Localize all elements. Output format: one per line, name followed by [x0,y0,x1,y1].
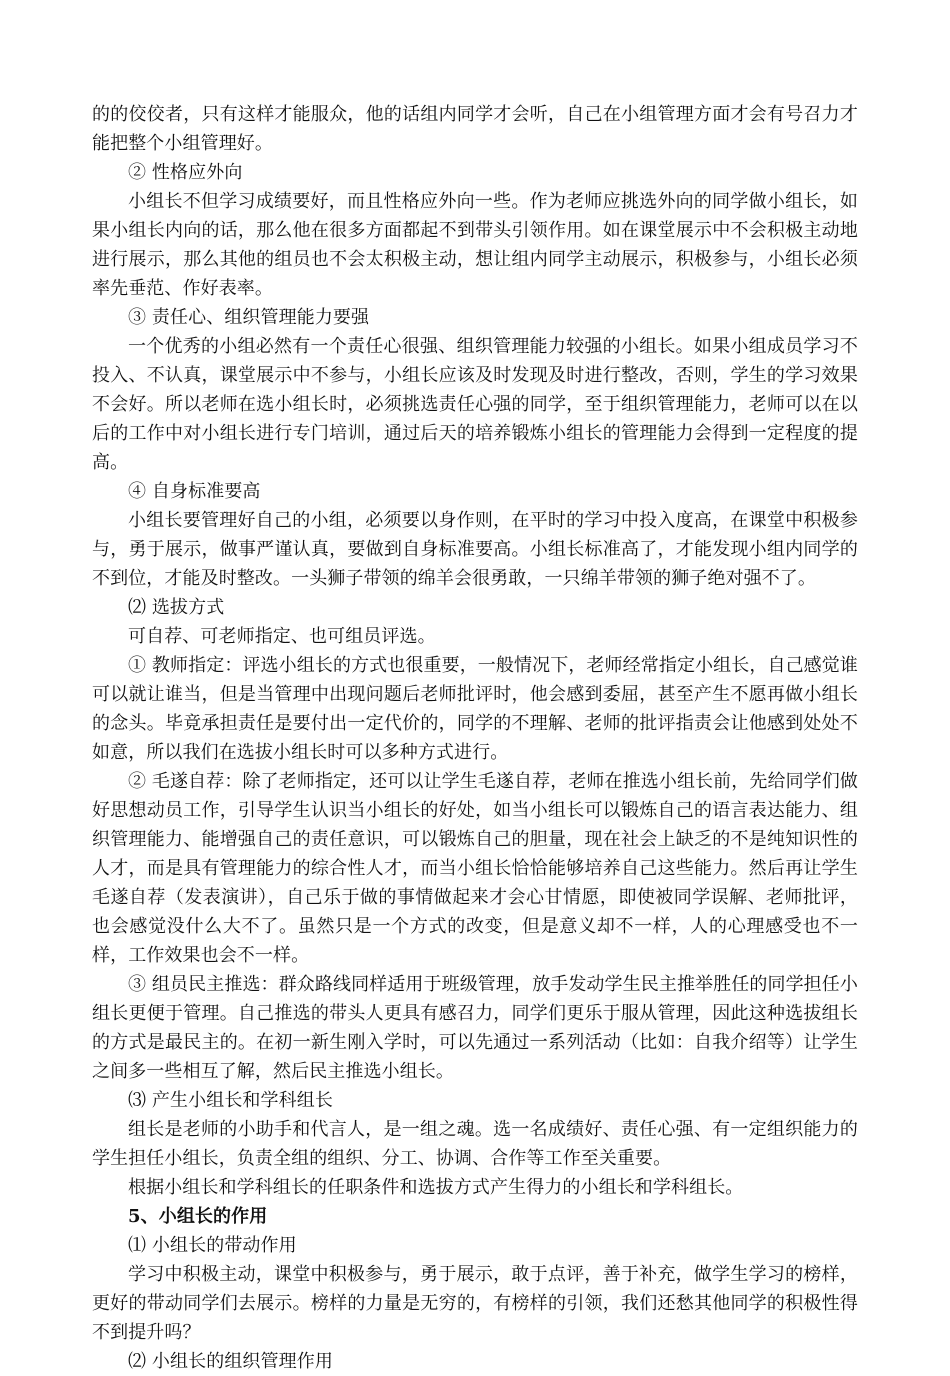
subheading-produce-leaders: ⑶ 产生小组长和学科组长 [128,1090,333,1111]
paragraph-continuation: 的的佼佼者，只有这样才能服众，他的话组内同学才会听，自己在小组管理方面才会有号召力才能把整个小组管理好。 [92,104,858,154]
subheading-selection-method: ⑵ 选拔方式 [128,597,225,618]
paragraph-standards: 小组长要管理好自己的小组，必须要以身作则，在平时的学习中投入度高，在课堂中积极参与，勇于展示，做事严谨认真，要做到自身标准要高。小组长标准高了，才能发现小组内同学的不到位，才能及时整改。一头狮子带领的绵羊会很勇敢，一只绵羊带领的狮子绝对强不了。 [92,510,858,589]
paragraph-responsibility: 一个优秀的小组必然有一个责任心很强、组织管理能力较强的小组长。如果小组成员学习不投入、不认真，课堂展示中不参与，小组长应该及时发现及时进行整改，否则，学生的学习效果不会好。所以老师在选小组长时，必须挑选责任心强的同学，至于组织管理能力，老师可以在以后的工作中对小组长进行专门培训，通过后天的培养锻炼小组长的管理能力会得到一定程度的提高。 [92,336,858,473]
paragraph-teacher-designation: ① 教师指定：评选小组长的方式也很重要，一般情况下，老师经常指定小组长，自己感觉谁可以就让谁当，但是当管理中出现问题后老师批评时，他会感到委屈，甚至产生不愿再做小组长的念头。毕竟承担责任是要付出一定代价的，同学的不理解、老师的批评指责会让他感到处处不如意，所以我们在选拔小组长时可以多种方式进行。 [92,655,858,763]
paragraph-leader-role: 组长是老师的小助手和代言人，是一组之魂。选一名成绩好、责任心强、有一定组织能力的学生担任小组长，负责全组的组织、分工、协调、合作等工作至关重要。 [92,1119,858,1169]
paragraph-leader-production: 根据小组长和学科组长的任职条件和选拔方式产生得力的小组长和学科组长。 [128,1177,744,1198]
section-heading-leader-function: 5、小组长的作用 [128,1206,268,1227]
body-text [92,100,858,1376]
subheading-organizing-role: ⑵ 小组长的组织管理作用 [128,1351,333,1372]
subheading-leading-role: ⑴ 小组长的带动作用 [128,1235,297,1256]
paragraph-selection-intro: 可自荐、可老师指定、也可组员评选。 [128,626,436,647]
paragraph-self-recommendation: ② 毛遂自荐：除了老师指定，还可以让学生毛遂自荐，老师在推选小组长前，先给同学们做好思想动员工作，引导学生认识当小组长的好处，如当小组长可以锻炼自己的语言表达能力、组织管理能力、能增强自己的责任意识，可以锻炼自己的胆量，现在社会上缺乏的不是纯知识性的人才，而是具有管理能力的综合性人才，而当小组长恰恰能够培养自己这些能力。然后再让学生毛遂自荐（发表演讲），自己乐于做的事情做起来才会心甘情愿，即使被同学误解、老师批评，也会感觉没什么大不了。虽然只是一个方式的改变，但是意义却不一样，人的心理感受也不一样，工作效果也会不一样。 [92,771,858,966]
item-personality: ② 性格应外向 [128,162,243,183]
item-standards: ④ 自身标准要高 [128,481,261,502]
item-responsibility: ③ 责任心、组织管理能力要强 [128,307,370,328]
paragraph-democratic-election: ③ 组员民主推选：群众路线同样适用于班级管理，放手发动学生民主推举胜任的同学担任小组长更便于管理。自己推选的带头人更具有感召力，同学们更乐于服从管理，因此这种选拔组长的方式是最民主的。在初一新生刚入学时，可以先通过一系列活动（比如：自我介绍等）让学生之间多一些相互了解，然后民主推选小组长。 [92,974,858,1082]
paragraph-personality: 小组长不但学习成绩要好，而且性格应外向一些。作为老师应挑选外向的同学做小组长，如果小组长内向的话，那么他在很多方面都起不到带头引领作用。如在课堂展示中不会积极主动地进行展示，那么其他的组员也不会太积极主动，想让组内同学主动展示，积极参与，小组长必须率先垂范、作好表率。 [92,191,858,299]
paragraph-leading-role: 学习中积极主动，课堂中积极参与，勇于展示，敢于点评，善于补充，做学生学习的榜样，更好的带动同学们去展示。榜样的力量是无穷的，有榜样的引领，我们还愁其他同学的积极性得不到提升吗？ [92,1264,858,1343]
